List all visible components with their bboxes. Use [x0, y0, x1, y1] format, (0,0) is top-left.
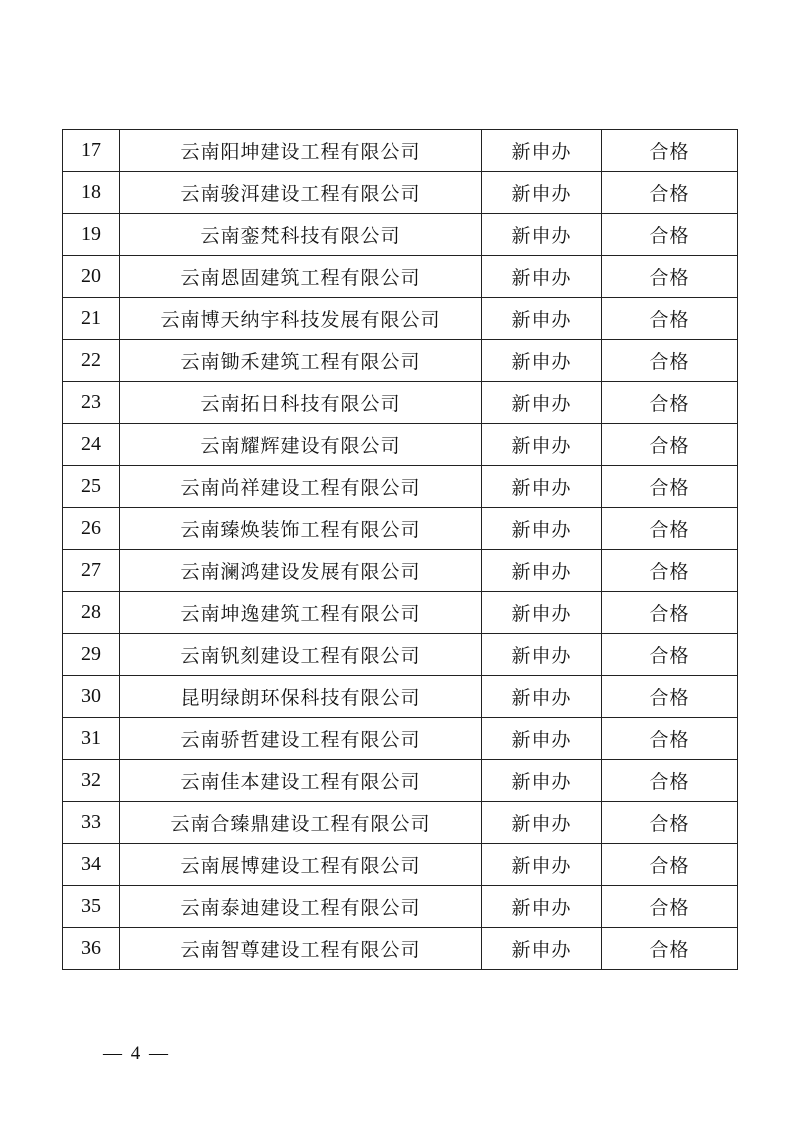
- table-row: [63, 676, 738, 718]
- application-type-cell: 新申办: [482, 172, 602, 214]
- application-type-cell: 新申办: [482, 130, 602, 172]
- application-type-cell: 新申办: [482, 802, 602, 844]
- application-type-cell: 新申办: [482, 382, 602, 424]
- application-type-cell: 新申办: [482, 592, 602, 634]
- table-row: [63, 886, 738, 928]
- company-name-cell: 云南锄禾建筑工程有限公司: [120, 340, 482, 382]
- table-row: [63, 340, 738, 382]
- application-type-cell: 新申办: [482, 508, 602, 550]
- application-type-cell: 新申办: [482, 718, 602, 760]
- result-cell: 合格: [602, 256, 738, 298]
- application-type-cell: 新申办: [482, 844, 602, 886]
- table-row: [63, 214, 738, 256]
- table-row: [63, 718, 738, 760]
- result-cell: 合格: [602, 592, 738, 634]
- result-cell: 合格: [602, 760, 738, 802]
- application-type-cell: 新申办: [482, 256, 602, 298]
- row-number-cell: 30: [63, 676, 120, 718]
- result-cell: 合格: [602, 172, 738, 214]
- application-type-cell: 新申办: [482, 676, 602, 718]
- application-type-cell: 新申办: [482, 634, 602, 676]
- company-name-cell: 云南阳坤建设工程有限公司: [120, 130, 482, 172]
- row-number-cell: 25: [63, 466, 120, 508]
- row-number-cell: 21: [63, 298, 120, 340]
- row-number-cell: 36: [63, 928, 120, 970]
- table-row: [63, 760, 738, 802]
- row-number-cell: 31: [63, 718, 120, 760]
- company-name-cell: 云南拓日科技有限公司: [120, 382, 482, 424]
- row-number-cell: 22: [63, 340, 120, 382]
- result-cell: 合格: [602, 214, 738, 256]
- table-row: [63, 844, 738, 886]
- application-type-cell: 新申办: [482, 760, 602, 802]
- company-name-cell: 云南钒刻建设工程有限公司: [120, 634, 482, 676]
- table-row: [63, 802, 738, 844]
- application-type-cell: 新申办: [482, 466, 602, 508]
- company-name-cell: 云南恩固建筑工程有限公司: [120, 256, 482, 298]
- row-number-cell: 23: [63, 382, 120, 424]
- table-row: [63, 592, 738, 634]
- company-name-cell: 云南尚祥建设工程有限公司: [120, 466, 482, 508]
- table-row: [63, 130, 738, 172]
- company-name-cell: 云南耀辉建设有限公司: [120, 424, 482, 466]
- result-cell: 合格: [602, 340, 738, 382]
- table-row: [63, 634, 738, 676]
- company-name-cell: 云南智尊建设工程有限公司: [120, 928, 482, 970]
- company-name-cell: 昆明绿朗环保科技有限公司: [120, 676, 482, 718]
- company-name-cell: 云南合臻鼎建设工程有限公司: [120, 802, 482, 844]
- results-table-body: [63, 130, 738, 970]
- result-cell: 合格: [602, 886, 738, 928]
- table-row: [63, 550, 738, 592]
- page-number: — 4 —: [103, 1043, 170, 1064]
- row-number-cell: 28: [63, 592, 120, 634]
- row-number-cell: 19: [63, 214, 120, 256]
- company-name-cell: 云南泰迪建设工程有限公司: [120, 886, 482, 928]
- row-number-cell: 18: [63, 172, 120, 214]
- row-number-cell: 32: [63, 760, 120, 802]
- company-name-cell: 云南骏洱建设工程有限公司: [120, 172, 482, 214]
- result-cell: 合格: [602, 634, 738, 676]
- company-name-cell: 云南博天纳宇科技发展有限公司: [120, 298, 482, 340]
- row-number-cell: 29: [63, 634, 120, 676]
- result-cell: 合格: [602, 844, 738, 886]
- company-name-cell: 云南臻焕装饰工程有限公司: [120, 508, 482, 550]
- row-number-cell: 34: [63, 844, 120, 886]
- table-row: [63, 172, 738, 214]
- company-name-cell: 云南展博建设工程有限公司: [120, 844, 482, 886]
- application-type-cell: 新申办: [482, 298, 602, 340]
- result-cell: 合格: [602, 508, 738, 550]
- result-cell: 合格: [602, 802, 738, 844]
- results-table: [62, 129, 738, 970]
- application-type-cell: 新申办: [482, 550, 602, 592]
- company-name-cell: 云南澜鸿建设发展有限公司: [120, 550, 482, 592]
- row-number-cell: 20: [63, 256, 120, 298]
- result-cell: 合格: [602, 676, 738, 718]
- row-number-cell: 24: [63, 424, 120, 466]
- table-row: [63, 508, 738, 550]
- result-cell: 合格: [602, 298, 738, 340]
- result-cell: 合格: [602, 466, 738, 508]
- application-type-cell: 新申办: [482, 214, 602, 256]
- result-cell: 合格: [602, 382, 738, 424]
- result-cell: 合格: [602, 550, 738, 592]
- table-row: [63, 424, 738, 466]
- row-number-cell: 17: [63, 130, 120, 172]
- table-row: [63, 928, 738, 970]
- row-number-cell: 33: [63, 802, 120, 844]
- table-row: [63, 256, 738, 298]
- application-type-cell: 新申办: [482, 340, 602, 382]
- result-cell: 合格: [602, 424, 738, 466]
- result-cell: 合格: [602, 130, 738, 172]
- company-name-cell: 云南坤逸建筑工程有限公司: [120, 592, 482, 634]
- company-name-cell: 云南佳本建设工程有限公司: [120, 760, 482, 802]
- company-name-cell: 云南骄哲建设工程有限公司: [120, 718, 482, 760]
- table-row: [63, 466, 738, 508]
- result-cell: 合格: [602, 928, 738, 970]
- application-type-cell: 新申办: [482, 424, 602, 466]
- result-cell: 合格: [602, 718, 738, 760]
- table-row: [63, 382, 738, 424]
- application-type-cell: 新申办: [482, 928, 602, 970]
- row-number-cell: 26: [63, 508, 120, 550]
- company-name-cell: 云南銮梵科技有限公司: [120, 214, 482, 256]
- application-type-cell: 新申办: [482, 886, 602, 928]
- row-number-cell: 27: [63, 550, 120, 592]
- row-number-cell: 35: [63, 886, 120, 928]
- table-row: [63, 298, 738, 340]
